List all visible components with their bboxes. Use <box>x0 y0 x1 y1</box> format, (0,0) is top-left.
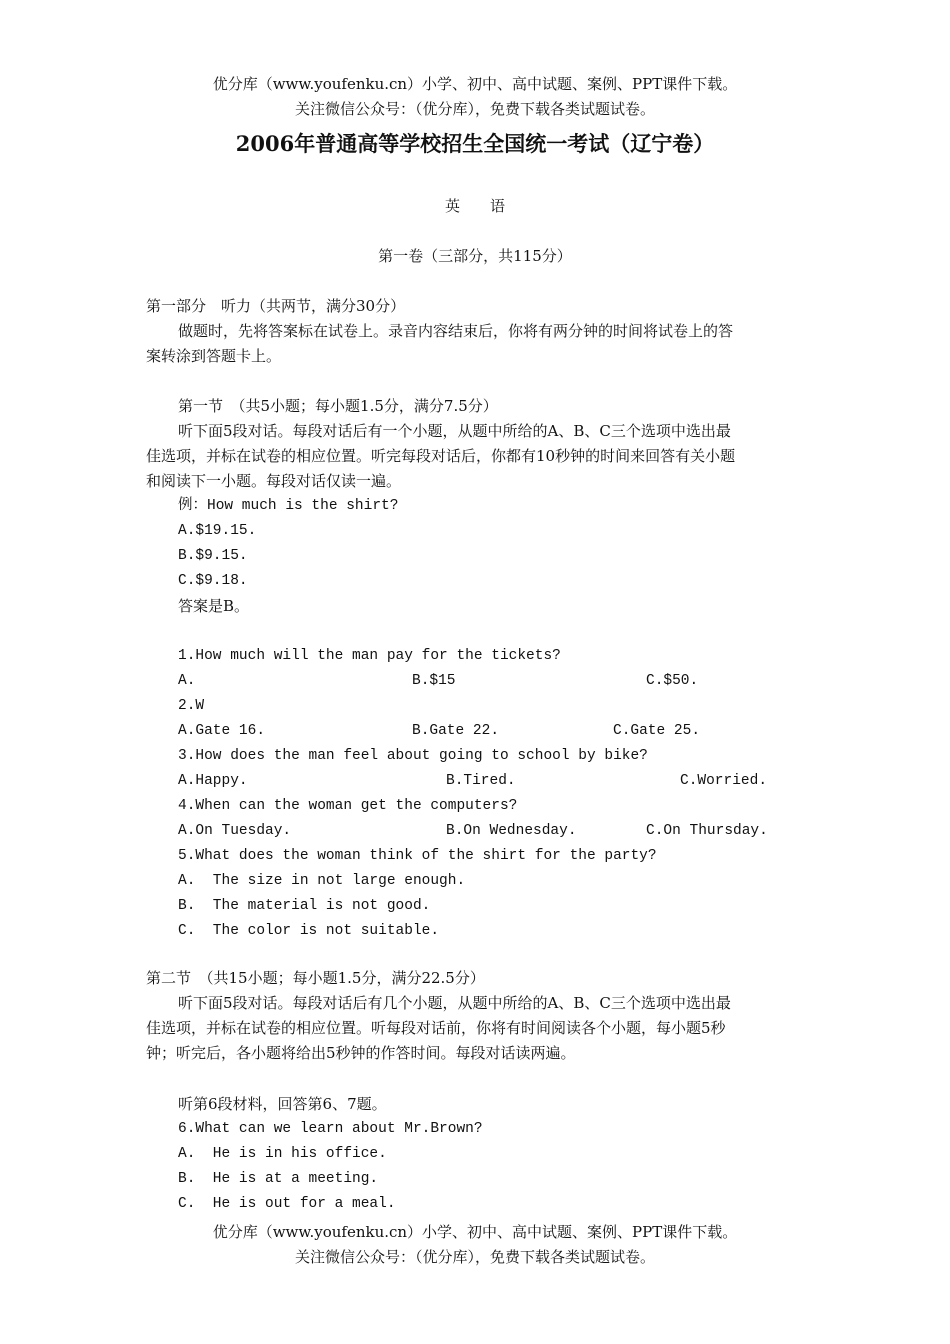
q5-option-c: C. The color is not suitable. <box>178 923 440 939</box>
q1-option-c: C.$50. <box>646 673 699 689</box>
part1-intro-line-2: 案转涂到答题卡上。 <box>146 347 282 365</box>
q6-option-c: C. He is out for a meal. <box>178 1196 396 1212</box>
q4-option-b: B.On Wednesday. <box>446 823 577 839</box>
exam-title: 2006年普通高等学校招生全国统一考试（辽宁卷） <box>235 131 715 156</box>
part1-heading: 第一部分 听力（共两节，满分30分） <box>146 297 406 315</box>
example-answer: 答案是B。 <box>178 597 250 615</box>
subject-title: 英 语 <box>444 197 505 215</box>
section2-intro-line-3: 钟；听完后，各小题将给出5秒钟的作答时间。每段对话读两遍。 <box>146 1044 576 1062</box>
question-4: 4.When can the woman get the computers? <box>178 798 518 814</box>
question-3: 3.How does the man feel about going to school by bike? <box>178 748 648 764</box>
q4-option-c: C.On Thursday. <box>646 823 768 839</box>
watermark-line-1: 优分库（www.youfenku.cn）小学、初中、高中试题、案例、PPT课件下载。 <box>212 75 738 93</box>
q2-option-a: A.Gate 16. <box>178 723 266 739</box>
example-question: 例：How much is the shirt? <box>178 498 399 514</box>
section2-heading: 第二节 （共15小题；每小题1.5分，满分22.5分） <box>146 969 485 987</box>
q6-option-b: B. He is at a meeting. <box>178 1171 379 1187</box>
watermark-line-2: 关注微信公众号：（优分库），免费下载各类试题试卷。 <box>294 100 655 118</box>
q4-option-a: A.On Tuesday. <box>178 823 292 839</box>
section1-intro-line-1: 听下面5段对话。每段对话后有一个小题，从题中所给的A、B、C三个选项中选出最 <box>178 422 731 440</box>
q6-option-a: A. He is in his office. <box>178 1146 387 1162</box>
q2-option-c: C.Gate 25. <box>613 723 701 739</box>
q5-option-b: B. The material is not good. <box>178 898 431 914</box>
q3-option-c: C.Worried. <box>680 773 768 789</box>
question-1: 1.How much will the man pay for the tickets? <box>178 648 561 664</box>
example-option-b: B.$9.15. <box>178 548 248 564</box>
section2-intro-line-1: 听下面5段对话。每段对话后有几个小题，从题中所给的A、B、C三个选项中选出最 <box>178 994 731 1012</box>
example-option-c: C.$9.18. <box>178 573 248 589</box>
material6-heading: 听第6段材料，回答第6、7题。 <box>178 1095 387 1113</box>
q3-option-a: A.Happy. <box>178 773 248 789</box>
q5-option-a: A. The size in not large enough. <box>178 873 466 889</box>
question-6: 6.What can we learn about Mr.Brown? <box>178 1121 483 1137</box>
section2-intro-line-2: 佳选项，并标在试卷的相应位置。听每段对话前，你将有时间阅读各个小题，每小题5秒 <box>146 1019 726 1037</box>
volume-title: 第一卷（三部分，共115分） <box>378 247 572 265</box>
section1-heading: 第一节 （共5小题；每小题1.5分，满分7.5分） <box>178 397 498 415</box>
q2-option-b: B.Gate 22. <box>412 723 500 739</box>
q1-option-b: B.$15 <box>412 673 456 689</box>
footer-watermark-line-2: 关注微信公众号：（优分库），免费下载各类试题试卷。 <box>294 1248 655 1266</box>
question-2: 2.W <box>178 698 205 714</box>
q1-option-a: A. <box>178 673 196 689</box>
question-5: 5.What does the woman think of the shirt for the party? <box>178 848 657 864</box>
part1-intro-line-1: 做题时，先将答案标在试卷上。录音内容结束后，你将有两分钟的时间将试卷上的答 <box>178 322 734 340</box>
footer-watermark-line-1: 优分库（www.youfenku.cn）小学、初中、高中试题、案例、PPT课件下载。 <box>212 1223 738 1241</box>
example-option-a: A.$19.15. <box>178 523 257 539</box>
section1-intro-line-3: 和阅读下一小题。每段对话仅读一遍。 <box>146 472 402 490</box>
q3-option-b: B.Tired. <box>446 773 516 789</box>
section1-intro-line-2: 佳选项，并标在试卷的相应位置。听完每段对话后，你都有10秒钟的时间来回答有关小题 <box>146 447 736 465</box>
